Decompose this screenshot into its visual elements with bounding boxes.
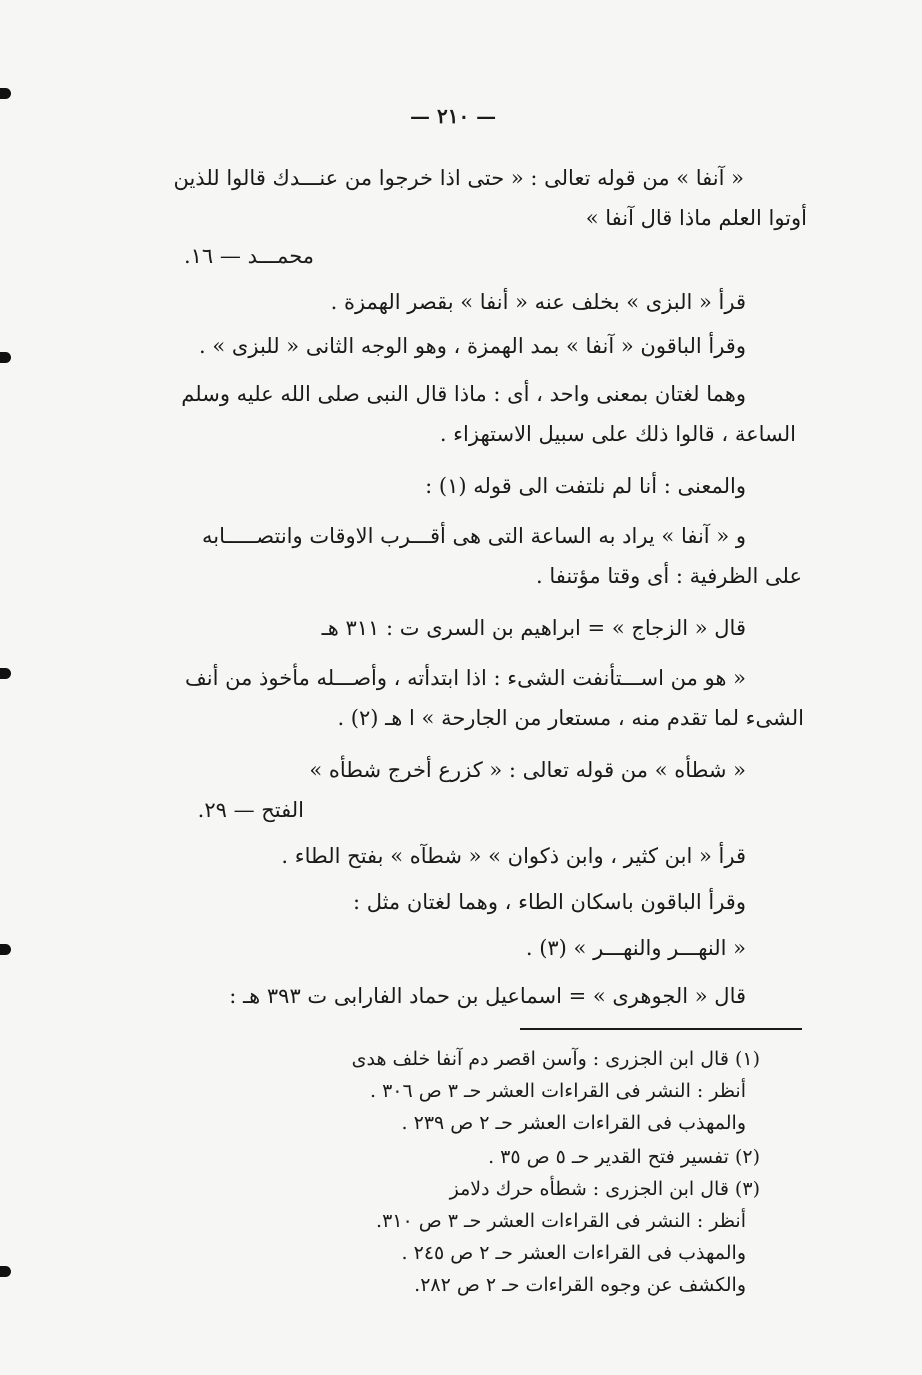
body-line: الفتح — ٢٩. bbox=[197, 798, 304, 822]
footnote-separator bbox=[520, 1028, 802, 1030]
footnote-line: والكشف عن وجوه القراءات حـ ٢ ص ٢٨٢. bbox=[414, 1274, 746, 1296]
body-line: الشىء لما تقدم منه ، مستعار من الجارحة » ا هـ (٢) . bbox=[337, 706, 804, 730]
scan-edge-mark bbox=[0, 944, 11, 955]
body-line: « شطأه » من قوله تعالى : « كزرع أخرج شطأه » bbox=[309, 758, 746, 782]
scan-edge-mark bbox=[0, 668, 11, 679]
body-line: قال « الزجاج » = ابراهيم بن السرى ت : ٣١١ هـ bbox=[321, 616, 746, 640]
body-line: « هو من اســـتأنفت الشىء : اذا ابتدأته ، وأصـــله مأخوذ من أنف bbox=[185, 666, 746, 690]
body-line: أوتوا العلم ماذا قال آنفا » bbox=[585, 206, 807, 230]
scan-edge-mark bbox=[0, 1266, 11, 1277]
footnote-line: أنظر : النشر فى القراءات العشر حـ ٣ ص ٣١٠. bbox=[376, 1210, 746, 1232]
body-line: « النهـــر والنهـــر » (٣) . bbox=[525, 936, 746, 960]
body-line: قرأ « ابن كثير ، وابن ذكوان » « شطآه » بفتح الطاء . bbox=[281, 844, 746, 868]
body-line: و « آنفا » يراد به الساعة التى هى أقـــرب الاوقات وانتصـــــابه bbox=[202, 524, 746, 548]
scan-edge-mark bbox=[0, 88, 11, 99]
body-line: والمعنى : أنا لم نلتفت الى قوله (١) : bbox=[425, 474, 746, 498]
footnote-line: (١) قال ابن الجزرى : وآسن اقصر دم آنفا خلف هدى bbox=[351, 1048, 760, 1070]
footnote-line: والمهذب فى القراءات العشر حـ ٢ ص ٢٣٩ . bbox=[401, 1112, 746, 1134]
body-line: على الظرفية : أى وقتا مؤتنفا . bbox=[536, 564, 802, 588]
body-line: الساعة ، قالوا ذلك على سبيل الاستهزاء . bbox=[439, 422, 796, 446]
scan-edge-mark bbox=[0, 352, 11, 363]
body-line: وقرأ الباقون باسكان الطاء ، وهما لغتان مثل : bbox=[352, 890, 746, 914]
body-line: محمـــد — ١٦. bbox=[183, 244, 314, 268]
body-line: وقرأ الباقون « آنفا » بمد الهمزة ، وهو الوجه الثانى « للبزى » . bbox=[199, 334, 746, 358]
body-line: « آنفا » من قوله تعالى : « حتى اذا خرجوا من عنـــدك قالوا للذين bbox=[173, 166, 744, 190]
body-line: وهما لغتان بمعنى واحد ، أى : ماذا قال النبى صلى الله عليه وسلم bbox=[181, 382, 746, 406]
body-line: قرأ « البزى » بخلف عنه « أنفا » بقصر الهمزة . bbox=[330, 290, 746, 314]
footnote-line: (٣) قال ابن الجزرى : شطأه حرك دلامز bbox=[449, 1178, 760, 1200]
footnote-line: أنظر : النشر فى القراءات العشر حـ ٣ ص ٣٠٦ . bbox=[370, 1080, 746, 1102]
footnote-line: والمهذب فى القراءات العشر حـ ٢ ص ٢٤٥ . bbox=[401, 1242, 746, 1264]
footnote-line: (٢) تفسير فتح القدير حـ ٥ ص ٣٥ . bbox=[488, 1146, 760, 1168]
page-number: — ٢١٠ — bbox=[410, 104, 497, 128]
body-line: قال « الجوهرى » = اسماعيل بن حماد الفارابى ت ٣٩٣ هـ : bbox=[229, 984, 746, 1008]
